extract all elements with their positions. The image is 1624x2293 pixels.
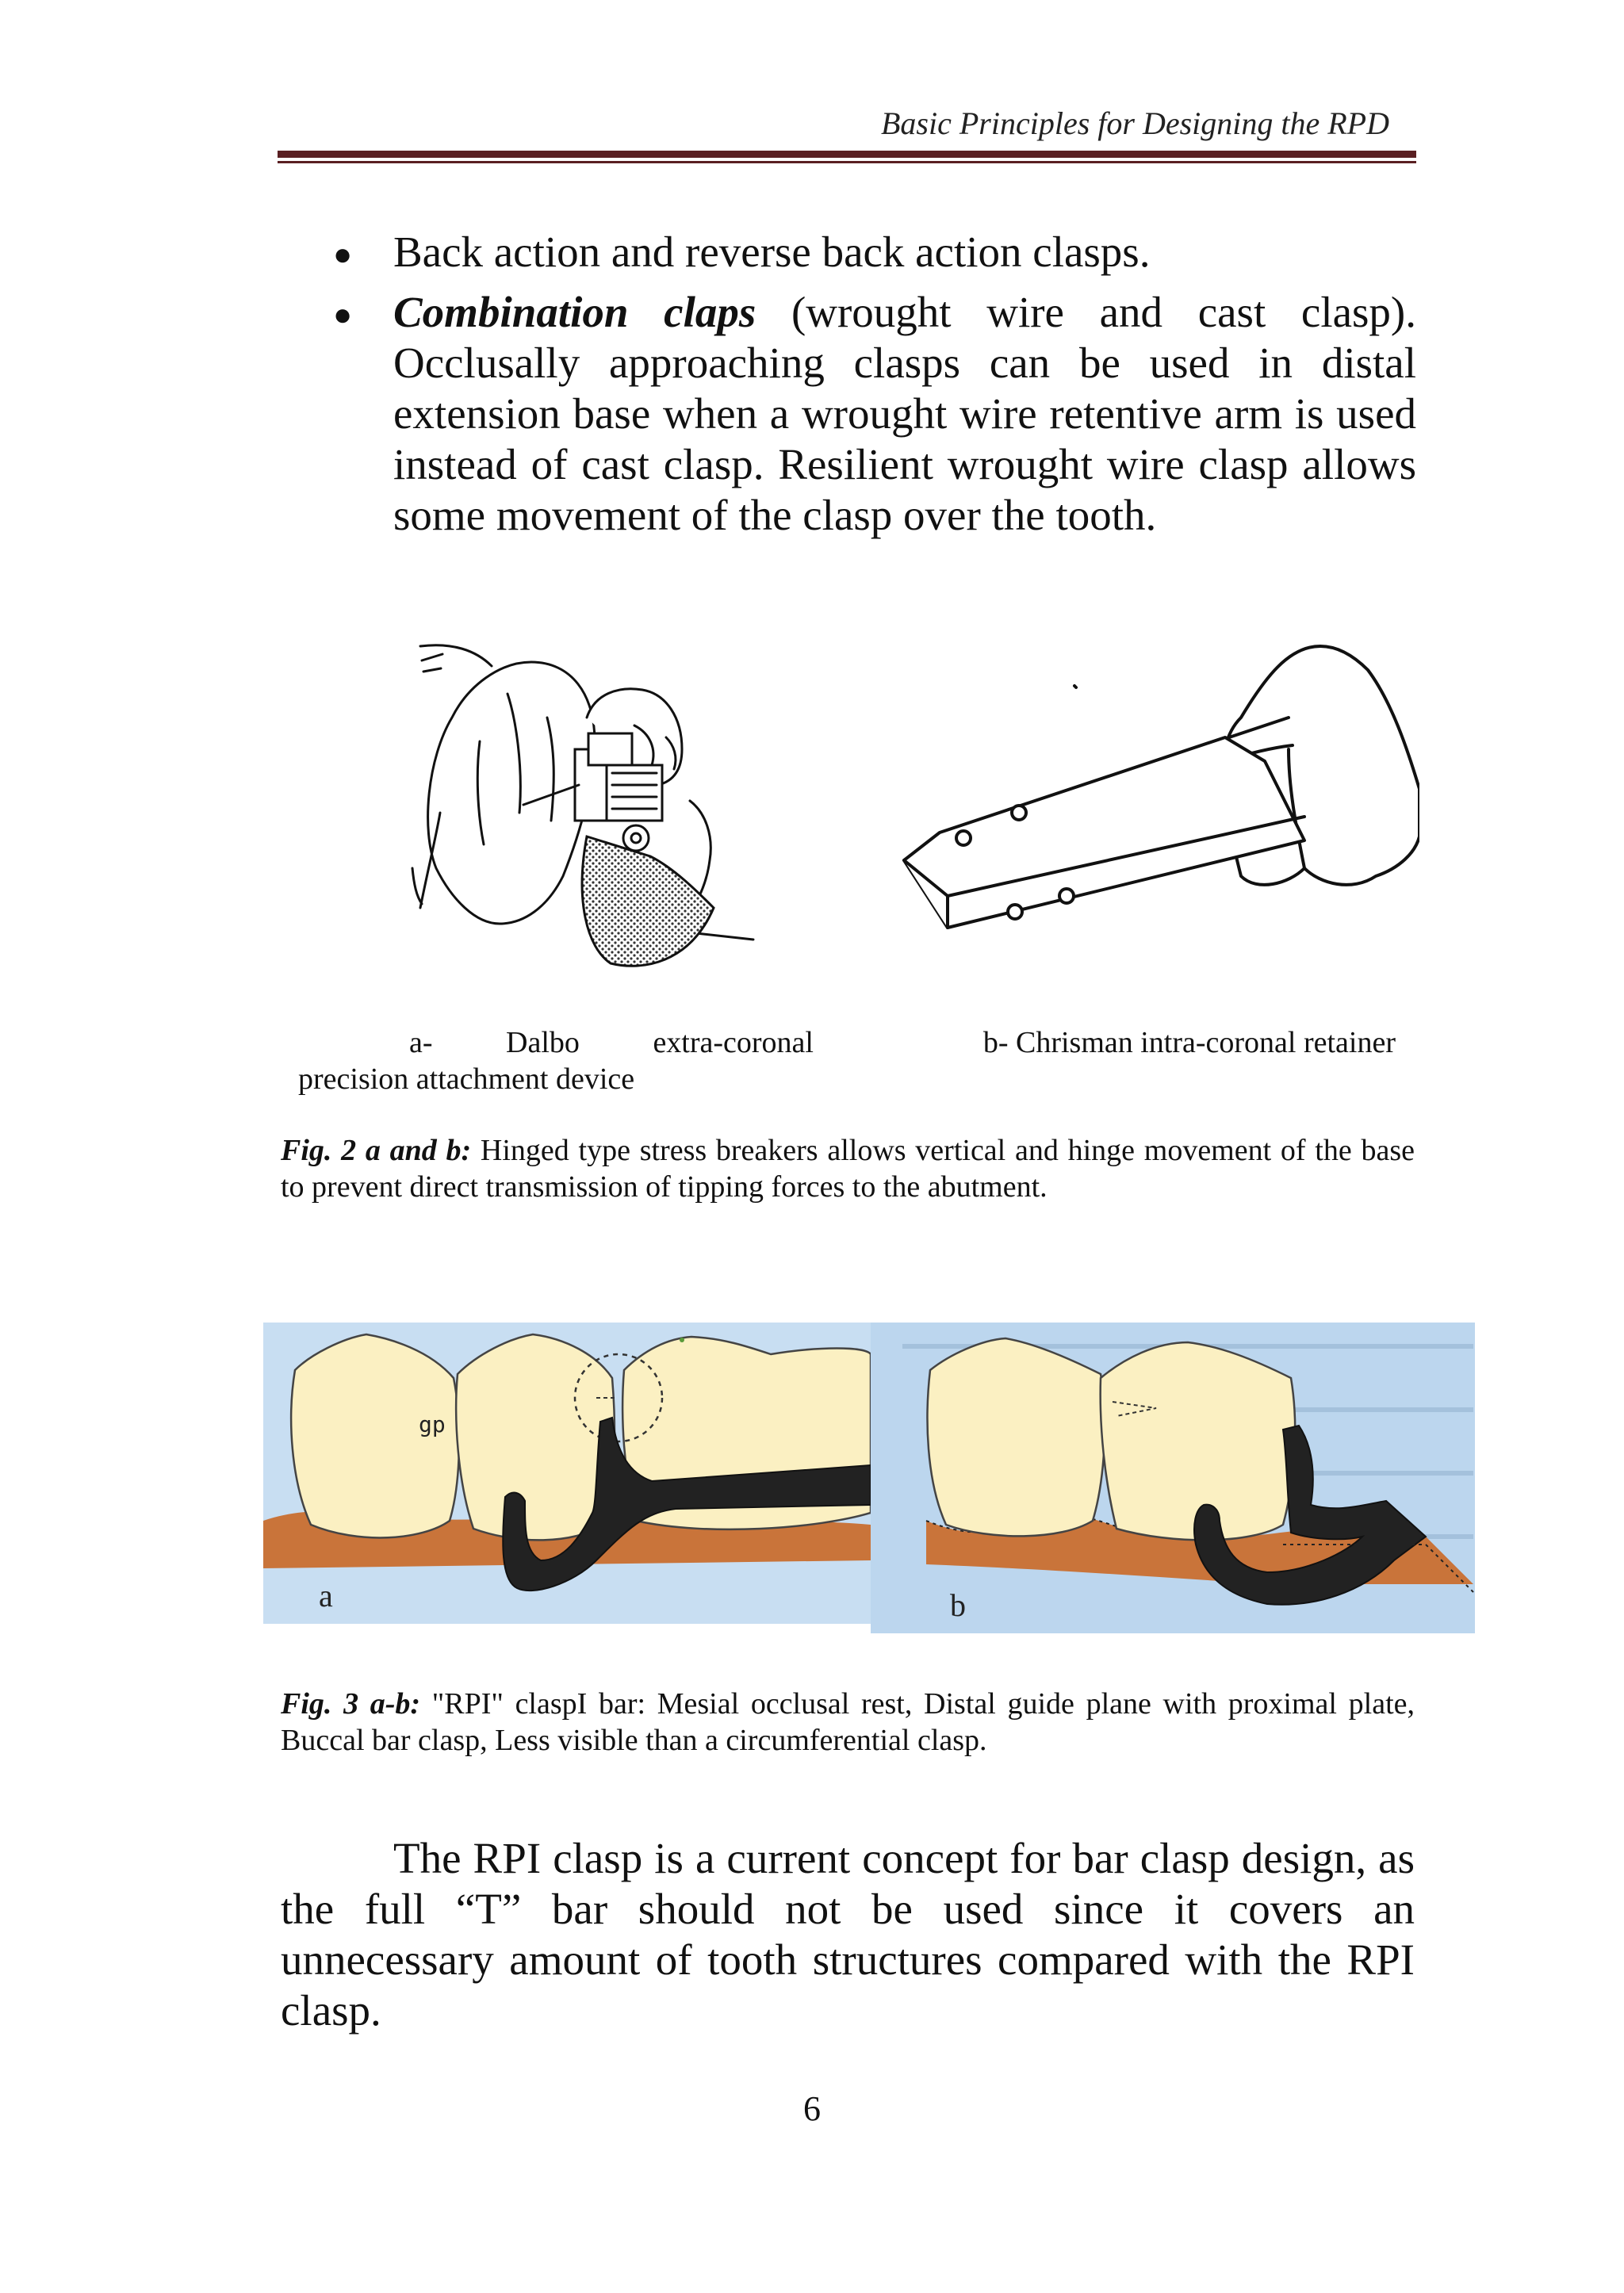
- caption-text: "RPI" claspI bar: Mesial occlusal rest, Distal guide plane with proximal plate, Buccal bar clasp, Less visible than a circumferential clasp.: [281, 1687, 1415, 1757]
- caption-word: extra-coronal: [653, 1026, 814, 1059]
- running-header: Basic Principles for Designing the RPD: [880, 105, 1389, 141]
- caption-word: a-: [409, 1026, 433, 1059]
- caption-text: Hinged type stress breakers allows vertical and hinge movement of the base to prevent direct transmission of tipping forces to the abutment.: [281, 1134, 1415, 1204]
- gp-label: gp: [419, 1411, 446, 1437]
- figure-2b-chrisman-drawing: [892, 630, 1419, 967]
- caption-word: Dalbo: [506, 1026, 580, 1059]
- figure-3b-rpi-illustration: [871, 1323, 1475, 1633]
- figure-label: Fig. 2 a and b:: [281, 1134, 472, 1167]
- figure-2a-dalbo-drawing: [404, 630, 769, 987]
- panel-a-letter: a: [319, 1578, 333, 1614]
- caption-line: precision attachment device: [298, 1062, 635, 1096]
- figure-2b-caption: b- Chrisman intra-coronal retainer: [982, 1026, 1396, 1059]
- figure-label: Fig. 3 a-b:: [281, 1687, 421, 1721]
- header-rule: [278, 151, 1416, 158]
- closing-paragraph: The RPI clasp is a current concept for bar clasp design, as the full “T” bar should not be used since it covers an unnecessary amount of tooth structures compared with the RPI clasp.: [281, 1834, 1415, 2035]
- header-rule-thin: [278, 161, 1416, 163]
- figure-2a-caption: [298, 1024, 814, 1097]
- bullet-marker: ●: [333, 236, 353, 272]
- page-number: 6: [803, 2089, 821, 2128]
- bullet-item-combination-claps: [393, 287, 1416, 541]
- figure-3-caption: [281, 1686, 1415, 1759]
- bullet-marker: ●: [333, 297, 353, 332]
- bullet-term: Combination claps: [393, 288, 756, 336]
- figure-3a-rpi-illustration: [263, 1323, 871, 1624]
- figure-2-caption: [281, 1132, 1415, 1205]
- bullet-item-back-action: Back action and reverse back action clasps.: [393, 228, 1151, 276]
- bullet-body: (wrought wire and cast clasp). Occlusally approaching clasps can be used in distal extension base when a wrought wire retentive arm is used instead of cast clasp. Resilient wrought wire clasp allows some movement of the clasp over the tooth.: [393, 288, 1416, 539]
- panel-b-letter: b: [950, 1587, 966, 1623]
